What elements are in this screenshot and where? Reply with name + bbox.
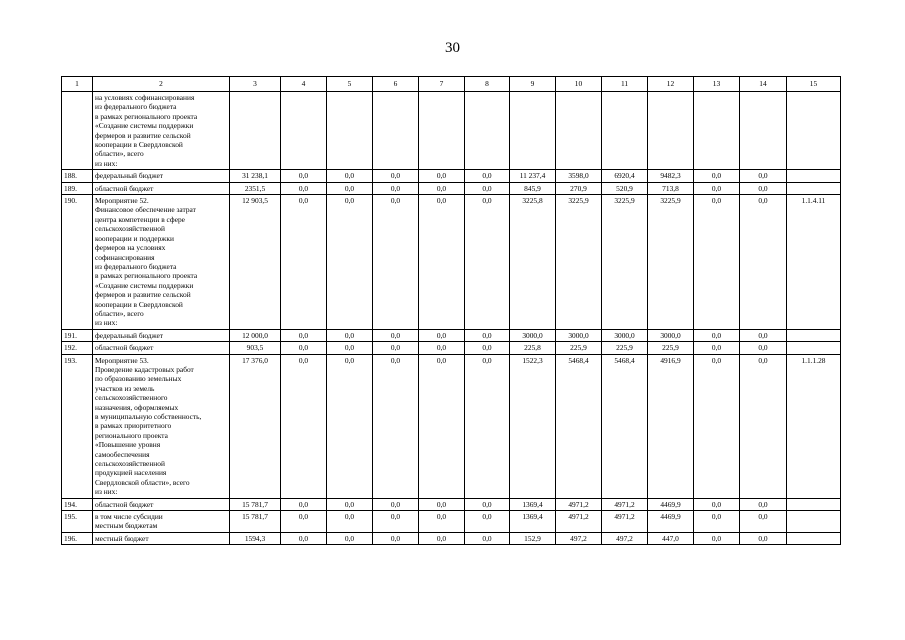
row-number: 188. bbox=[62, 170, 93, 182]
table-row bbox=[62, 354, 841, 498]
row-name: в том числе субсидии местным бюджетам bbox=[93, 511, 230, 533]
value-cell: 1369,4 bbox=[510, 498, 556, 510]
row-number: 195. bbox=[62, 511, 93, 533]
value-cell: 15 781,7 bbox=[230, 498, 281, 510]
value-cell: 0,0 bbox=[373, 342, 419, 354]
value-cell: 0,0 bbox=[327, 498, 373, 510]
value-cell: 0,0 bbox=[465, 329, 510, 341]
column-header: 14 bbox=[740, 77, 787, 92]
row-reference bbox=[787, 182, 841, 194]
value-cell: 0,0 bbox=[694, 329, 740, 341]
value-cell: 447,0 bbox=[648, 532, 694, 544]
value-cell bbox=[648, 92, 694, 170]
value-cell: 0,0 bbox=[740, 342, 787, 354]
value-cell bbox=[281, 92, 327, 170]
value-cell: 0,0 bbox=[373, 532, 419, 544]
value-cell: 0,0 bbox=[694, 170, 740, 182]
value-cell: 0,0 bbox=[281, 329, 327, 341]
value-cell: 3225,9 bbox=[602, 195, 648, 330]
value-cell: 6920,4 bbox=[602, 170, 648, 182]
value-cell bbox=[465, 92, 510, 170]
value-cell: 0,0 bbox=[419, 532, 465, 544]
value-cell bbox=[556, 92, 602, 170]
value-cell: 0,0 bbox=[740, 498, 787, 510]
column-header: 5 bbox=[327, 77, 373, 92]
value-cell: 0,0 bbox=[740, 329, 787, 341]
column-header: 3 bbox=[230, 77, 281, 92]
value-cell: 0,0 bbox=[465, 498, 510, 510]
table-row bbox=[62, 342, 841, 354]
value-cell: 225,9 bbox=[556, 342, 602, 354]
value-cell: 270,9 bbox=[556, 182, 602, 194]
value-cell bbox=[230, 92, 281, 170]
column-header: 1 bbox=[62, 77, 93, 92]
value-cell bbox=[327, 92, 373, 170]
row-reference bbox=[787, 92, 841, 170]
table-row bbox=[62, 182, 841, 194]
value-cell: 15 781,7 bbox=[230, 511, 281, 533]
value-cell: 0,0 bbox=[419, 342, 465, 354]
value-cell bbox=[740, 92, 787, 170]
value-cell bbox=[602, 92, 648, 170]
value-cell: 0,0 bbox=[419, 329, 465, 341]
value-cell: 0,0 bbox=[327, 329, 373, 341]
table-row bbox=[62, 195, 841, 330]
value-cell: 3000,0 bbox=[648, 329, 694, 341]
row-number: 193. bbox=[62, 354, 93, 498]
value-cell: 0,0 bbox=[419, 170, 465, 182]
value-cell: 5468,4 bbox=[556, 354, 602, 498]
column-header: 7 bbox=[419, 77, 465, 92]
value-cell: 31 238,1 bbox=[230, 170, 281, 182]
value-cell: 12 000,0 bbox=[230, 329, 281, 341]
value-cell: 0,0 bbox=[373, 195, 419, 330]
value-cell: 0,0 bbox=[740, 354, 787, 498]
value-cell: 0,0 bbox=[281, 342, 327, 354]
value-cell: 903,5 bbox=[230, 342, 281, 354]
budget-table bbox=[61, 76, 841, 545]
value-cell: 3598,0 bbox=[556, 170, 602, 182]
value-cell: 5468,4 bbox=[602, 354, 648, 498]
table-row bbox=[62, 170, 841, 182]
value-cell: 0,0 bbox=[740, 195, 787, 330]
row-reference bbox=[787, 342, 841, 354]
value-cell bbox=[510, 92, 556, 170]
column-header: 12 bbox=[648, 77, 694, 92]
value-cell: 3000,0 bbox=[602, 329, 648, 341]
row-name: федеральный бюджет bbox=[93, 170, 230, 182]
row-reference bbox=[787, 498, 841, 510]
value-cell: 1594,3 bbox=[230, 532, 281, 544]
row-name: на условиях софинансирования из федерального бюджета в рамках регионального проекта «Создание системы поддержки фермеров и развитие сельской кооперации в Свердловской области», всего из них: bbox=[93, 92, 230, 170]
row-number: 189. bbox=[62, 182, 93, 194]
value-cell: 0,0 bbox=[694, 195, 740, 330]
column-header: 13 bbox=[694, 77, 740, 92]
value-cell: 0,0 bbox=[281, 195, 327, 330]
row-reference bbox=[787, 511, 841, 533]
value-cell: 0,0 bbox=[281, 170, 327, 182]
value-cell: 0,0 bbox=[373, 329, 419, 341]
row-reference: 1.1.1.28 bbox=[787, 354, 841, 498]
row-name: Мероприятие 52. Финансовое обеспечение затрат центра компетенции в сфере сельскохозяйственной кооперации и поддержки фермеров на условиях софинансирования из федерального бюджета в рамках регионального проекта «Создание системы поддержки фермеров и развитие сельской кооперации в Свердловской области», всего из них: bbox=[93, 195, 230, 330]
value-cell: 4469,9 bbox=[648, 498, 694, 510]
column-header: 11 bbox=[602, 77, 648, 92]
value-cell: 0,0 bbox=[327, 342, 373, 354]
header-row bbox=[62, 77, 841, 92]
value-cell: 3000,0 bbox=[510, 329, 556, 341]
row-number: 191. bbox=[62, 329, 93, 341]
value-cell: 3225,9 bbox=[556, 195, 602, 330]
value-cell: 225,8 bbox=[510, 342, 556, 354]
value-cell: 0,0 bbox=[694, 511, 740, 533]
value-cell: 0,0 bbox=[419, 182, 465, 194]
value-cell: 4971,2 bbox=[556, 498, 602, 510]
value-cell: 0,0 bbox=[281, 511, 327, 533]
value-cell: 0,0 bbox=[740, 511, 787, 533]
value-cell: 225,9 bbox=[602, 342, 648, 354]
column-header: 10 bbox=[556, 77, 602, 92]
value-cell: 497,2 bbox=[602, 532, 648, 544]
table-row bbox=[62, 532, 841, 544]
row-name: Мероприятие 53. Проведение кадастровых работ по образованию земельных участков из земель сельскохозяйственного назначения, оформляемых в муниципальную собственность, в рамках приоритетного регионального проекта «Повышение уровня самообеспечения сельскохозяйственной продукцией населения Свердловской области», всего из них: bbox=[93, 354, 230, 498]
value-cell: 3000,0 bbox=[556, 329, 602, 341]
row-reference bbox=[787, 170, 841, 182]
value-cell: 520,9 bbox=[602, 182, 648, 194]
value-cell: 17 376,0 bbox=[230, 354, 281, 498]
value-cell: 0,0 bbox=[327, 182, 373, 194]
value-cell: 0,0 bbox=[694, 182, 740, 194]
value-cell: 0,0 bbox=[740, 170, 787, 182]
value-cell: 12 903,5 bbox=[230, 195, 281, 330]
value-cell bbox=[694, 92, 740, 170]
column-header: 8 bbox=[465, 77, 510, 92]
value-cell: 0,0 bbox=[694, 532, 740, 544]
value-cell: 1522,3 bbox=[510, 354, 556, 498]
row-reference bbox=[787, 532, 841, 544]
value-cell: 0,0 bbox=[465, 195, 510, 330]
row-number: 194. bbox=[62, 498, 93, 510]
value-cell: 4971,2 bbox=[602, 511, 648, 533]
value-cell: 0,0 bbox=[373, 182, 419, 194]
value-cell: 0,0 bbox=[281, 498, 327, 510]
row-name: областной бюджет bbox=[93, 342, 230, 354]
row-number: 196. bbox=[62, 532, 93, 544]
value-cell: 0,0 bbox=[373, 354, 419, 498]
row-name: областной бюджет bbox=[93, 182, 230, 194]
column-header: 9 bbox=[510, 77, 556, 92]
value-cell: 0,0 bbox=[373, 170, 419, 182]
value-cell: 0,0 bbox=[419, 195, 465, 330]
column-header: 4 bbox=[281, 77, 327, 92]
value-cell: 9482,3 bbox=[648, 170, 694, 182]
value-cell: 0,0 bbox=[465, 170, 510, 182]
value-cell: 0,0 bbox=[327, 354, 373, 498]
row-number: 190. bbox=[62, 195, 93, 330]
row-reference: 1.1.4.11 bbox=[787, 195, 841, 330]
value-cell: 0,0 bbox=[465, 532, 510, 544]
value-cell: 4971,2 bbox=[556, 511, 602, 533]
row-number bbox=[62, 92, 93, 170]
value-cell: 0,0 bbox=[281, 182, 327, 194]
value-cell: 845,9 bbox=[510, 182, 556, 194]
value-cell: 11 237,4 bbox=[510, 170, 556, 182]
value-cell: 0,0 bbox=[281, 532, 327, 544]
value-cell: 3225,8 bbox=[510, 195, 556, 330]
row-name: местный бюджет bbox=[93, 532, 230, 544]
value-cell: 713,8 bbox=[648, 182, 694, 194]
value-cell: 3225,9 bbox=[648, 195, 694, 330]
value-cell: 0,0 bbox=[465, 354, 510, 498]
row-reference bbox=[787, 329, 841, 341]
value-cell: 0,0 bbox=[419, 354, 465, 498]
column-header: 2 bbox=[93, 77, 230, 92]
value-cell: 0,0 bbox=[327, 170, 373, 182]
value-cell: 0,0 bbox=[740, 532, 787, 544]
column-header: 15 bbox=[787, 77, 841, 92]
value-cell: 4469,9 bbox=[648, 511, 694, 533]
value-cell: 0,0 bbox=[740, 182, 787, 194]
value-cell: 0,0 bbox=[419, 511, 465, 533]
value-cell: 0,0 bbox=[327, 532, 373, 544]
row-name: федеральный бюджет bbox=[93, 329, 230, 341]
table-body bbox=[62, 92, 841, 545]
value-cell: 0,0 bbox=[465, 511, 510, 533]
row-name: областной бюджет bbox=[93, 498, 230, 510]
table-row bbox=[62, 329, 841, 341]
value-cell: 0,0 bbox=[373, 511, 419, 533]
table-row bbox=[62, 92, 841, 170]
value-cell: 0,0 bbox=[419, 498, 465, 510]
value-cell: 152,9 bbox=[510, 532, 556, 544]
value-cell: 0,0 bbox=[694, 354, 740, 498]
page-number: 30 bbox=[445, 40, 460, 56]
table-row bbox=[62, 511, 841, 533]
value-cell: 0,0 bbox=[327, 195, 373, 330]
value-cell: 0,0 bbox=[465, 182, 510, 194]
row-number: 192. bbox=[62, 342, 93, 354]
value-cell: 4971,2 bbox=[602, 498, 648, 510]
value-cell bbox=[419, 92, 465, 170]
value-cell: 4916,9 bbox=[648, 354, 694, 498]
value-cell: 497,2 bbox=[556, 532, 602, 544]
value-cell: 0,0 bbox=[694, 498, 740, 510]
value-cell: 0,0 bbox=[694, 342, 740, 354]
value-cell: 0,0 bbox=[465, 342, 510, 354]
column-header: 6 bbox=[373, 77, 419, 92]
value-cell: 0,0 bbox=[373, 498, 419, 510]
value-cell: 2351,5 bbox=[230, 182, 281, 194]
value-cell: 0,0 bbox=[281, 354, 327, 498]
value-cell bbox=[373, 92, 419, 170]
table-row bbox=[62, 498, 841, 510]
value-cell: 1369,4 bbox=[510, 511, 556, 533]
value-cell: 0,0 bbox=[327, 511, 373, 533]
value-cell: 225,9 bbox=[648, 342, 694, 354]
